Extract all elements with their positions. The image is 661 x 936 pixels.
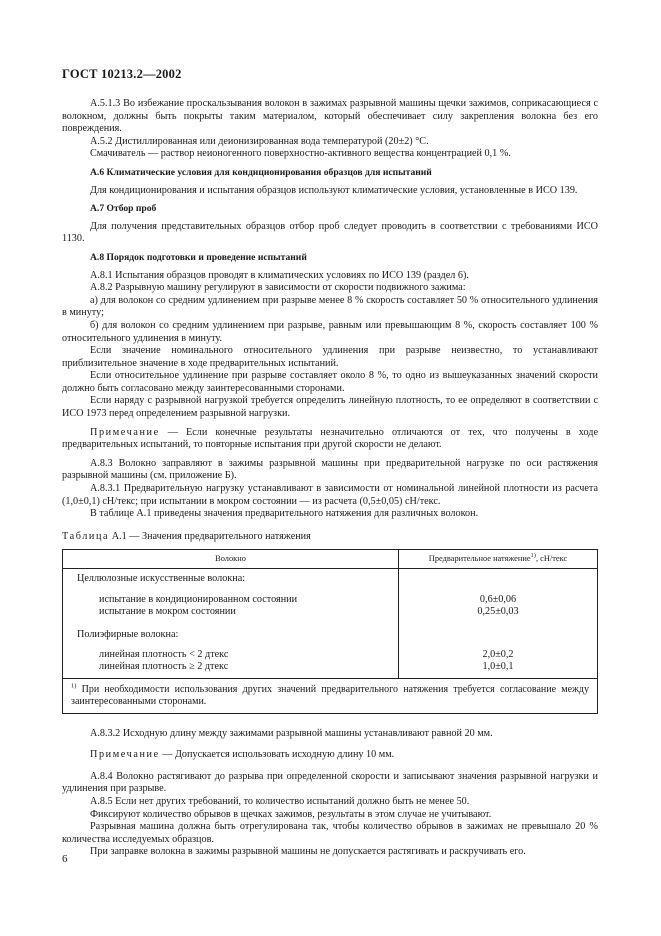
section-heading: А.6 Климатические условия для кондиционирования образцов для испытаний — [90, 166, 432, 178]
table-caption-text: А.1 — Значения предварительного натяжения — [109, 530, 311, 542]
paragraph: Для получения представительных образцов отбор проб следует проводить в соответствии с требованиями ИСО 1130. — [62, 220, 598, 245]
section-heading: А.7 Отбор проб — [90, 203, 157, 215]
standard-number: ГОСТ 10213.2—2002 — [62, 67, 182, 81]
paragraph: При заправке волокна в зажимы разрывной машины не допускается растягивать и раскручивать его. — [90, 846, 526, 858]
table-value: 0,25±0,03 — [477, 606, 519, 618]
paragraph: а) для волокон со средним удлинением при разрыве менее 8 % скорость составляет 50 % относительного удлинения в минуту; — [62, 294, 598, 319]
paragraph: Фиксируют количество обрывов в щечках зажимов, результаты в этом случае не учитывают. — [90, 808, 492, 820]
paragraph: Если наряду с разрывной нагрузкой требуется определить линейную плотность, то ее определяют в соответствии с ИСО 1973 перед определением разрывной нагрузки. — [62, 395, 598, 420]
table-caption-label: Таблица — [62, 530, 110, 542]
section-heading: А.8 Порядок подготовки и проведение испытаний — [90, 251, 307, 263]
table-row: испытание в мокром состоянии — [99, 606, 236, 618]
paragraph: А.8.4 Волокно растягивают до разрыва при определенной скорости и записывают значения разрывной нагрузки и удлинения при разрыве. — [62, 770, 598, 795]
table-value: 2,0±0,2 — [482, 648, 514, 660]
column-header: Волокно — [63, 550, 399, 569]
paragraph: Разрывная машина должна быть отрегулирована так, чтобы количество обрывов в зажимах не превышало 20 % количества исследуемых образцов. — [62, 821, 598, 845]
page-number: 6 — [62, 853, 68, 865]
paragraph: В таблице А.1 приведены значения предварительного натяжения для различных волокон. — [90, 508, 479, 520]
paragraph: А.8.3.2 Исходную длину между зажимами разрывной машины устанавливают равной 20 мм. — [90, 727, 493, 739]
table-cell — [63, 569, 399, 678]
document-body — [62, 98, 598, 859]
table-footnote: $^{1)}$ При необходимости использования других значений предварительного натяжения требуется согласование между заинтересованными сторонами. — [63, 678, 598, 713]
group-label: Целлюлозные искусственные волокна: — [77, 573, 246, 585]
group-label: Полиэфирные волокна: — [77, 628, 179, 640]
table-row: линейная плотность ≥ 2 дтекс — [99, 661, 229, 673]
table-cell — [399, 569, 598, 678]
note — [62, 749, 598, 762]
paragraph: А.5.2 Дистиллированная или деионизированная вода температурой (20±2) °С. — [90, 135, 429, 147]
column-header: Предварительное натяжение$^{1)}$, сН/текс — [399, 550, 598, 569]
table-row: линейная плотность < 2 дтекс — [99, 648, 229, 660]
table-caption — [62, 531, 598, 544]
paragraph: б) для волокон со средним удлинением при разрыве, равным или превышающим 8 %, скорость составляет 100 % относительного удлинения в минуту. — [62, 319, 598, 344]
paragraph: А.8.5 Если нет других требований, то количество испытаний должно быть не менее 50. — [90, 795, 470, 807]
paragraph: А.5.1.3 Во избежание проскальзывания волокон в зажимах разрывной машины щечки зажимов, соприкасающиеся с волокном, должны быть покрыты таким материалом, который обеспечивает силу закрепления волокна без его повреждения. — [62, 98, 598, 135]
paragraph: А.8.1 Испытания образцов проводят в климатических условиях по ИСО 139 (раздел 6). — [90, 269, 469, 281]
table-value: 1,0±0,1 — [482, 661, 514, 673]
table-row: испытание в кондиционированном состоянии — [99, 593, 298, 605]
paragraph: Если значение номинального относительного удлинения при разрыве неизвестно, то устанавливают приблизительное значение в ходе предварительных испытаний. — [62, 345, 598, 369]
paragraph: А.8.3.1 Предварительную нагрузку устанавливают в зависимости от номинальной линейной плотности из расчета (1,0±0,1) сН/текс; при испытании в мокром состоянии — из расчета (0,5±0,05) сН/текс. — [62, 483, 598, 507]
paragraph: А.8.2 Разрывную машину регулируют в зависимости от скорости подвижного зажима: — [90, 282, 466, 294]
note-text: — Если конечные результаты незначительно отличаются от тех, что получены в ходе предварительных испытаний, то повторные испытания при другой скорости не делают. — [62, 426, 598, 451]
table-value: 0,6±0,06 — [479, 593, 517, 605]
paragraph: Для кондиционирования и испытания образцов используют климатические условия, установленные в ИСО 139. — [90, 184, 578, 196]
note-label: Примечание — [90, 749, 160, 761]
paragraph: Если относительное удлинение при разрыве составляет около 8 %, то одно из вышеуказанных значений скорости должно быть согласовано между заинтересованными сторонами. — [62, 370, 598, 394]
note-label: Примечание — [90, 426, 160, 438]
paragraph: Смачиватель — раствор неионогенного поверхностно-активного вещества концентрацией 0,1 %. — [90, 148, 511, 160]
note — [62, 427, 598, 452]
note-text: — Допускается использовать исходную длину 10 мм. — [159, 749, 395, 761]
tension-table — [62, 549, 598, 713]
paragraph: А.8.3 Волокно заправляют в зажимы разрывной машины при предварительной нагрузке по оси растяжения разрывной машины (см. приложение Б). — [62, 457, 598, 482]
